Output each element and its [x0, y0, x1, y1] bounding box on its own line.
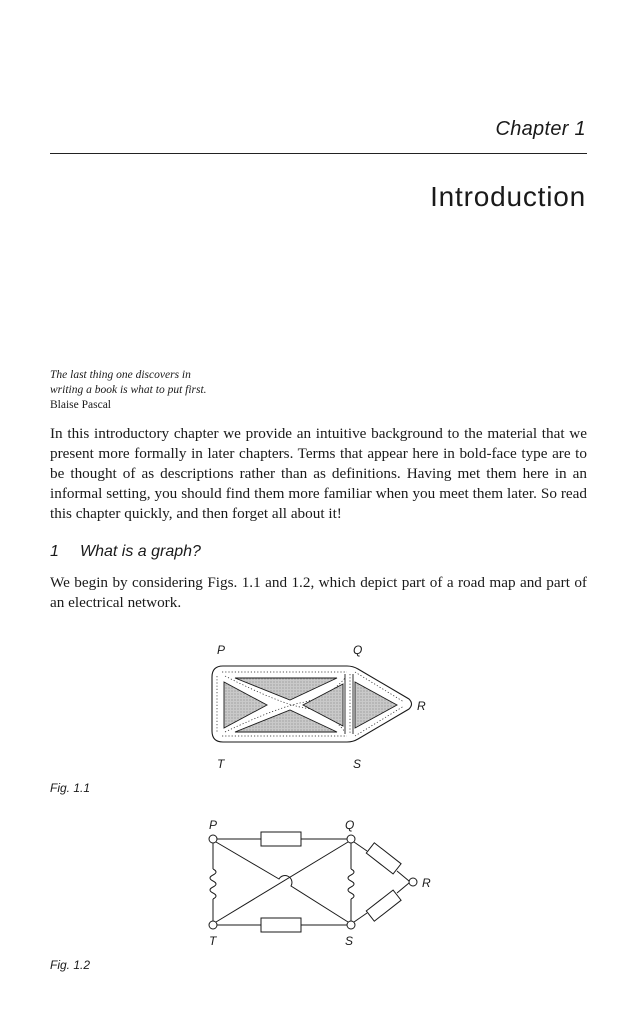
terminal-s [347, 921, 355, 929]
figure-1-1-road-map [195, 636, 445, 772]
fig2-label-s: S [345, 934, 354, 948]
wire-s-resistor-lower [354, 913, 367, 922]
figure-1-2-electrical-network [195, 813, 445, 951]
epigraph-author: Blaise Pascal [50, 399, 111, 411]
epigraph-line-1: The last thing one discovers in [50, 369, 191, 381]
fig2-label-t: T [209, 934, 217, 948]
wire-q-resistor-upper [354, 842, 367, 851]
terminal-t [209, 921, 217, 929]
resistor-upper-right [366, 843, 401, 874]
block-right-triangle [355, 682, 397, 728]
resistor-top [261, 832, 301, 846]
fig1-label-p: P [217, 643, 226, 657]
fig1-label-t: T [217, 757, 225, 771]
section-number: 1 [50, 543, 59, 560]
intro-paragraph: In this introductory chapter we provide an intuitive background to the material that we present more formally in later chapters. Terms that appear here in bold-face type are to be thought of as descriptions rather than as definitions. Having met them here in an informal setting, you should find them more familiar when you meet them later. So read this chapter quickly, and then forget all about it! [50, 425, 587, 522]
resistor-lower-right [366, 890, 401, 921]
wire-resistor-r-upper [397, 871, 409, 881]
epigraph-line-2: writing a book is what to put first. [50, 384, 207, 396]
fig2-label-p: P [209, 818, 218, 832]
fig1-label-q: Q [353, 643, 363, 657]
chapter-title: Introduction [430, 181, 586, 212]
fig2-label-q: Q [345, 818, 355, 832]
terminal-r [409, 878, 417, 886]
terminal-p [209, 835, 217, 843]
fig1-label-s: S [353, 757, 362, 771]
wire-resistor-r-lower [397, 883, 409, 893]
section-heading [50, 543, 201, 561]
section-title: What is a graph? [80, 543, 201, 560]
epigraph [50, 368, 207, 413]
chapter-label: Chapter 1 [495, 118, 586, 140]
inductor-right [348, 869, 354, 899]
figure-1-2-caption: Fig. 1.2 [50, 958, 91, 972]
resistor-bottom [261, 918, 301, 932]
fig2-label-r: R [422, 876, 431, 890]
block-left-triangle [224, 682, 267, 728]
fig1-label-r: R [417, 699, 426, 713]
chapter-divider [50, 153, 587, 154]
figure-1-1-caption: Fig. 1.1 [50, 781, 91, 795]
terminal-q [347, 835, 355, 843]
section-paragraph: We begin by considering Figs. 1.1 and 1.2, which depict part of a road map and part of an electrical network. [50, 574, 587, 611]
inductor-left [210, 869, 216, 899]
